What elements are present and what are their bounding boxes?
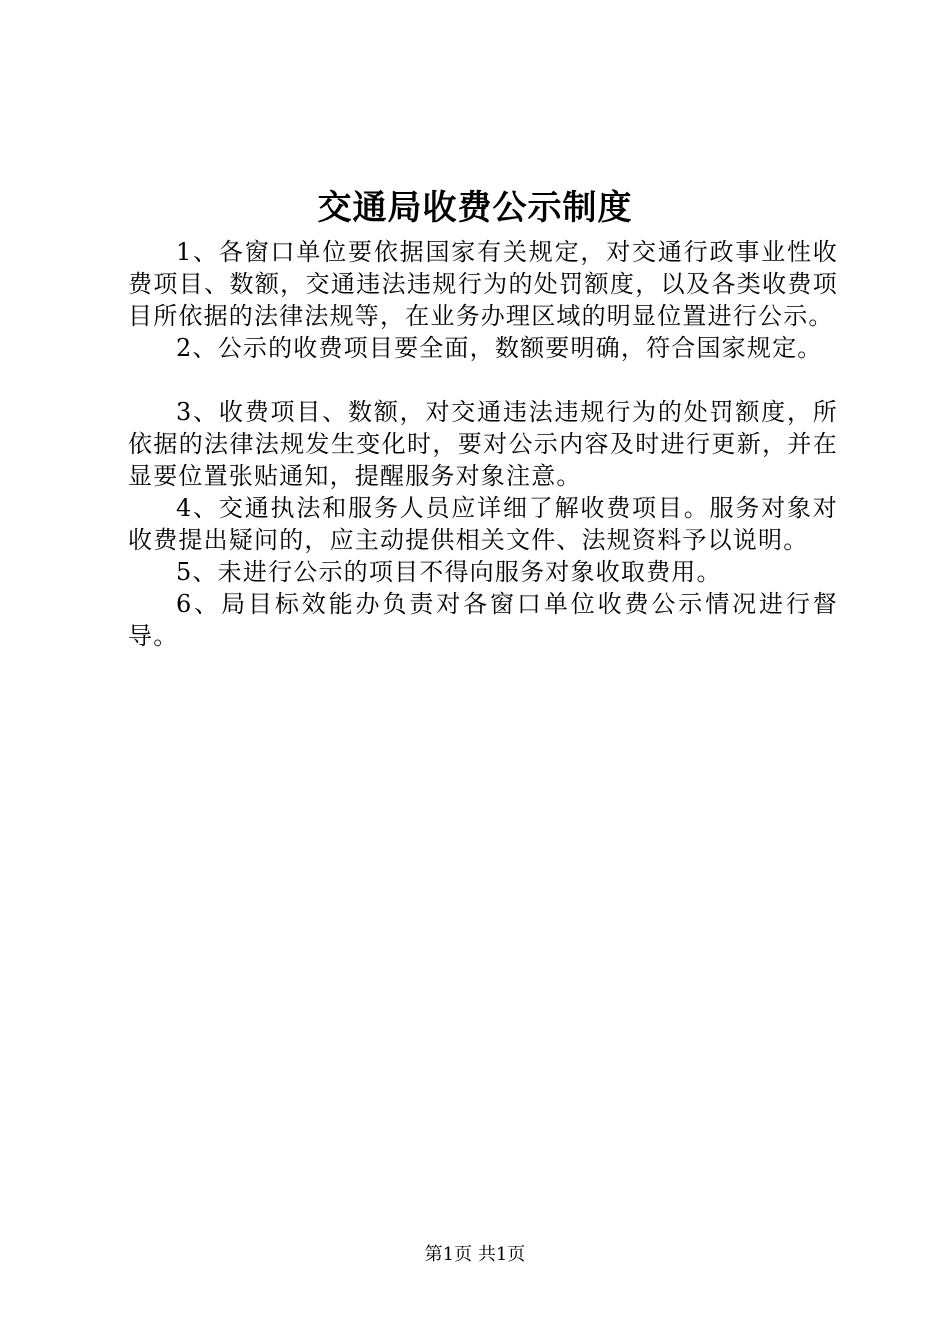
paragraph-4: 4、交通执法和服务人员应详细了解收费项目。服务对象对收费提出疑问的，应主动提供相关文件、法规资料予以说明。	[128, 494, 838, 554]
document-body	[128, 236, 838, 652]
paragraph-3: 3、收费项目、数额，对交通违法违规行为的处罚额度，所依据的法律法规发生变化时，要对公示内容及时进行更新，并在显要位置张贴通知，提醒服务对象注意。	[128, 398, 838, 490]
paragraph-1: 1、各窗口单位要依据国家有关规定，对交通行政事业性收费项目、数额，交通违法违规行为的处罚额度，以及各类收费项目所依据的法律法规等，在业务办理区域的明显位置进行公示。	[128, 238, 838, 330]
paragraph-2: 2、公示的收费项目要全面，数额要明确，符合国家规定。	[176, 334, 823, 362]
paragraph-6: 6、局目标效能办负责对各窗口单位收费公示情况进行督导。	[128, 590, 838, 650]
page-footer: 第1页 共1页	[424, 1244, 526, 1265]
document-title: 交通局收费公示制度	[317, 188, 633, 228]
paragraph-5: 5、未进行公示的项目不得向服务对象收取费用。	[176, 558, 722, 586]
